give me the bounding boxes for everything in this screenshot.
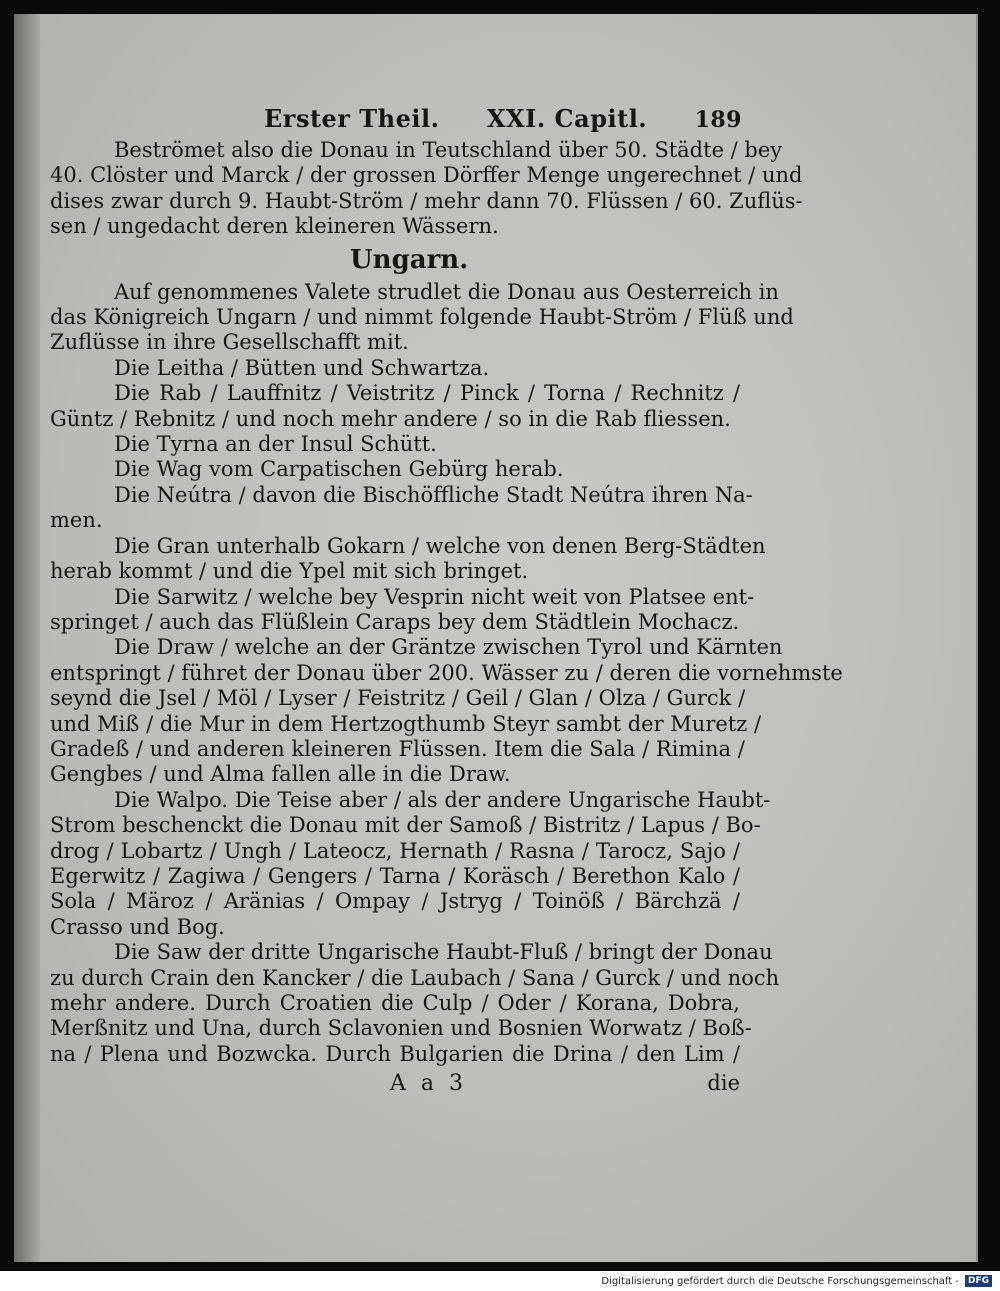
text-line: Die Wag vom Carpatischen Gebürg herab.: [114, 457, 564, 482]
text-line: 40. Clöster und Marck / der grossen Dörffer Menge ungerechnet / und: [50, 163, 803, 188]
text-line: herab kommt / und die Ypel mit sich bringet.: [50, 559, 529, 584]
running-head-chapter: XXI. Capitl.: [486, 104, 648, 133]
text-line: sen / ungedacht deren kleineren Wässern.: [50, 214, 499, 239]
page-text-block: [50, 104, 843, 1098]
text-line: Sola / Märoz / Aränias / Ompay / Jstryg / Toinöß / Bärchzä /: [50, 889, 740, 914]
text-line: Die Leitha / Bütten und Schwartza.: [114, 355, 490, 380]
text-line: Die Gran unterhalb Gokarn / welche von denen Berg-Städten: [114, 533, 766, 558]
text-line: das Königreich Ungarn / und nimmt folgende Haubt-Ström / Flüß und: [50, 305, 794, 330]
text-line: Beströmet also die Donau in Teutschland über 50. Städte / bey: [114, 138, 783, 162]
text-line: Die Saw der dritte Ungarische Haubt-Fluß / bringt der Donau: [114, 940, 773, 965]
text-line: springet / auch das Flüßlein Caraps bey dem Städtlein Mochacz.: [50, 609, 740, 634]
text-line: Strom beschenckt die Donau mit der Samoß / Bistritz / Lapus / Bo-: [50, 813, 761, 838]
signature-mark: A a 3: [390, 1071, 467, 1097]
text-line: Güntz / Rebnitz / und noch mehr andere / so in die Rab fliessen.: [50, 406, 731, 431]
text-line: Egerwitz / Zagiwa / Gengers / Tarna / Koräsch / Berethon Kalo /: [50, 863, 740, 888]
page-gutter-shadow: [14, 14, 40, 1262]
text-line: Die Sarwitz / welche bey Vesprin nicht weit von Platsee ent-: [114, 584, 755, 609]
text-line: entspringt / führet der Donau über 200. Wässer zu / deren die vornehmste: [50, 660, 843, 685]
text-line: mehr andere. Durch Croatien die Culp / Oder / Korana, Dobra,: [50, 991, 740, 1015]
funding-banner: [0, 1271, 1000, 1291]
dfg-logo: DFG: [965, 1275, 992, 1287]
text-line: drog / Lobartz / Ungh / Lateocz, Hernath / Rasna / Tarocz, Sajo /: [50, 838, 740, 863]
page-footer: [50, 1069, 740, 1098]
text-line: Merßnitz und Una, durch Sclavonien und Bosnien Worwatz / Boß-: [50, 1016, 752, 1041]
text-line: Die Rab / Lauffnitz / Veistritz / Pinck / Torna / Rechnitz /: [114, 381, 740, 406]
text-line: Gengbes / und Alma fallen alle in die Draw.: [50, 762, 511, 787]
text-line: Die Walpo. Die Teise aber / als der andere Ungarische Haubt-: [114, 787, 771, 812]
text-line: Die Draw / welche an der Gräntze zwischen Tyrol und Kärnten: [114, 635, 783, 660]
text-line: Auf genommenes Valete strudlet die Donau aus Oesterreich in: [114, 279, 779, 304]
page-number: 189: [694, 107, 742, 133]
running-head-part: Erster Theil.: [264, 104, 440, 133]
text-line: na / Plena und Bozwcka. Durch Bulgarien die Drina / den Lim /: [50, 1041, 740, 1066]
funding-text: Digitalisierung gefördert durch die Deutsche Forschungsgemeinschaft -: [601, 1275, 959, 1287]
body-text: [50, 279, 843, 1068]
text-line: und Miß / die Mur in dem Hertzogthumb Steyr sambt der Muretz /: [50, 711, 762, 736]
text-line: men.: [50, 508, 103, 533]
text-line: Die Neútra / davon die Bischöffliche Stadt Neútra ihren Na-: [114, 482, 753, 507]
text-line: dises zwar durch 9. Haubt-Ström / mehr dann 70. Flüssen / 60. Zuflüs-: [50, 188, 803, 213]
catchword: die: [707, 1071, 740, 1096]
section-heading: Ungarn.: [350, 244, 469, 275]
text-line: Zuflüsse in ihre Gesellschafft mit.: [50, 330, 409, 355]
text-line: Crasso und Bog.: [50, 914, 225, 939]
text-line: Die Tyrna an der Insul Schütt.: [114, 432, 437, 457]
text-line: Gradeß / und anderen kleineren Flüssen. Item die Sala / Rimina /: [50, 736, 745, 761]
text-line: seynd die Jsel / Möl / Lyser / Feistritz / Geil / Glan / Olza / Gurck /: [50, 686, 746, 711]
running-head: [264, 104, 742, 138]
book-page: [14, 14, 978, 1262]
text-line: zu durch Crain den Kancker / die Laubach / Sana / Gurck / und noch: [50, 965, 780, 990]
